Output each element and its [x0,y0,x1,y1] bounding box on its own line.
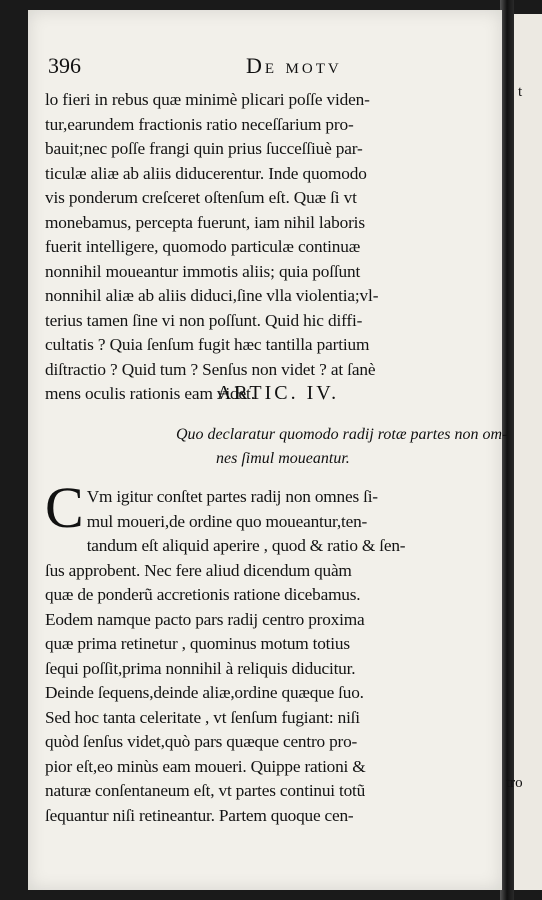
text-line: fuerit intelligere, quomodo particulæ continuæ [45,237,361,256]
text-line: Vm igitur conſtet partes radij non omnes ſi- [86,487,378,506]
subtitle-line: nes ſimul moueantur. [216,450,350,467]
text-line: nonnihil aliæ ab aliis diduci,ſine vlla violentia;vl- [45,286,379,305]
drop-capital: C [45,475,84,540]
text-line: ticulæ aliæ ab aliis diducerentur. Inde quomodo [45,163,367,183]
text-line: terius tamen ſine vi non poſſunt. Quid hic diffi- [45,310,363,330]
book-page [28,10,523,890]
text-line: bauit;nec poſſe frangi quin prius ſucceſſiuè par- [45,139,363,158]
text-line: tandum eſt aliquid aperire , quod & ratio & ſen- [86,536,406,555]
paragraph-2 [45,475,525,828]
text-line: tur,earundem fractionis ratio neceſſarium pro- [45,114,354,134]
text-line: diſtractio ? Quid tum ? Senſus non videt ? at ſanè [45,359,376,379]
text-line: nonnihil moueantur immotis aliis; quia poſſunt [45,261,361,281]
text-line: quæ prima retinetur , quominus motum totius [45,634,350,653]
text-line: cultatis ? Quia ſenſum fugit hæc tantilla partium [45,335,370,354]
text-line: lo fieri in rebus quæ minimè plicari poſſe viden- [45,90,370,109]
page-header [48,53,508,85]
text-line: pior eſt,eo minùs eam moueri. Quippe rationi & [45,756,366,776]
text-line: mens oculis rationis eam videt. [45,384,255,403]
page-number: 396 [48,53,81,78]
section-subtitle [176,423,516,471]
text-line: ſus approbent. Nec fere aliud dicendum quàm [45,560,352,580]
paragraph-1 [45,88,515,407]
text-line: Eodem namque pacto pars radij centro proxima [45,609,365,629]
facing-page-fragment: t [518,84,523,100]
catchword: tro [506,775,523,791]
text-line: ſequi poſſit,prima nonnihil à reliquis diducitur. [45,658,356,678]
running-title: De motv [246,53,342,78]
text-line: Sed hoc tanta celeritate , vt ſenſum fugiant: niſi [45,707,360,727]
text-line: quòd ſenſus videt,quò pars quæque centro pro- [45,732,358,751]
section-heading: ARTIC. IV. [216,382,340,404]
text-line: vis ponderum creſceret oſtenſum eſt. Quæ ſi vt [45,188,357,207]
text-line: mul moueri,de ordine quo moueantur,ten- [86,511,368,531]
subtitle-line: Quo declaratur quomodo radij rotæ partes non om- [176,426,508,443]
text-line: Deinde ſequens,deinde aliæ,ordine quæque ſuo. [45,683,364,702]
text-line: quæ de ponderũ accretionis ratione dicebamus. [45,585,361,604]
text-line: naturæ conſentaneum eſt, vt partes continui totũ [45,781,366,800]
text-line: monebamus, percepta fuerunt, iam nihil laboris [45,212,365,232]
text-line: ſequantur niſi retineantur. Partem quoque cen- [45,805,354,825]
